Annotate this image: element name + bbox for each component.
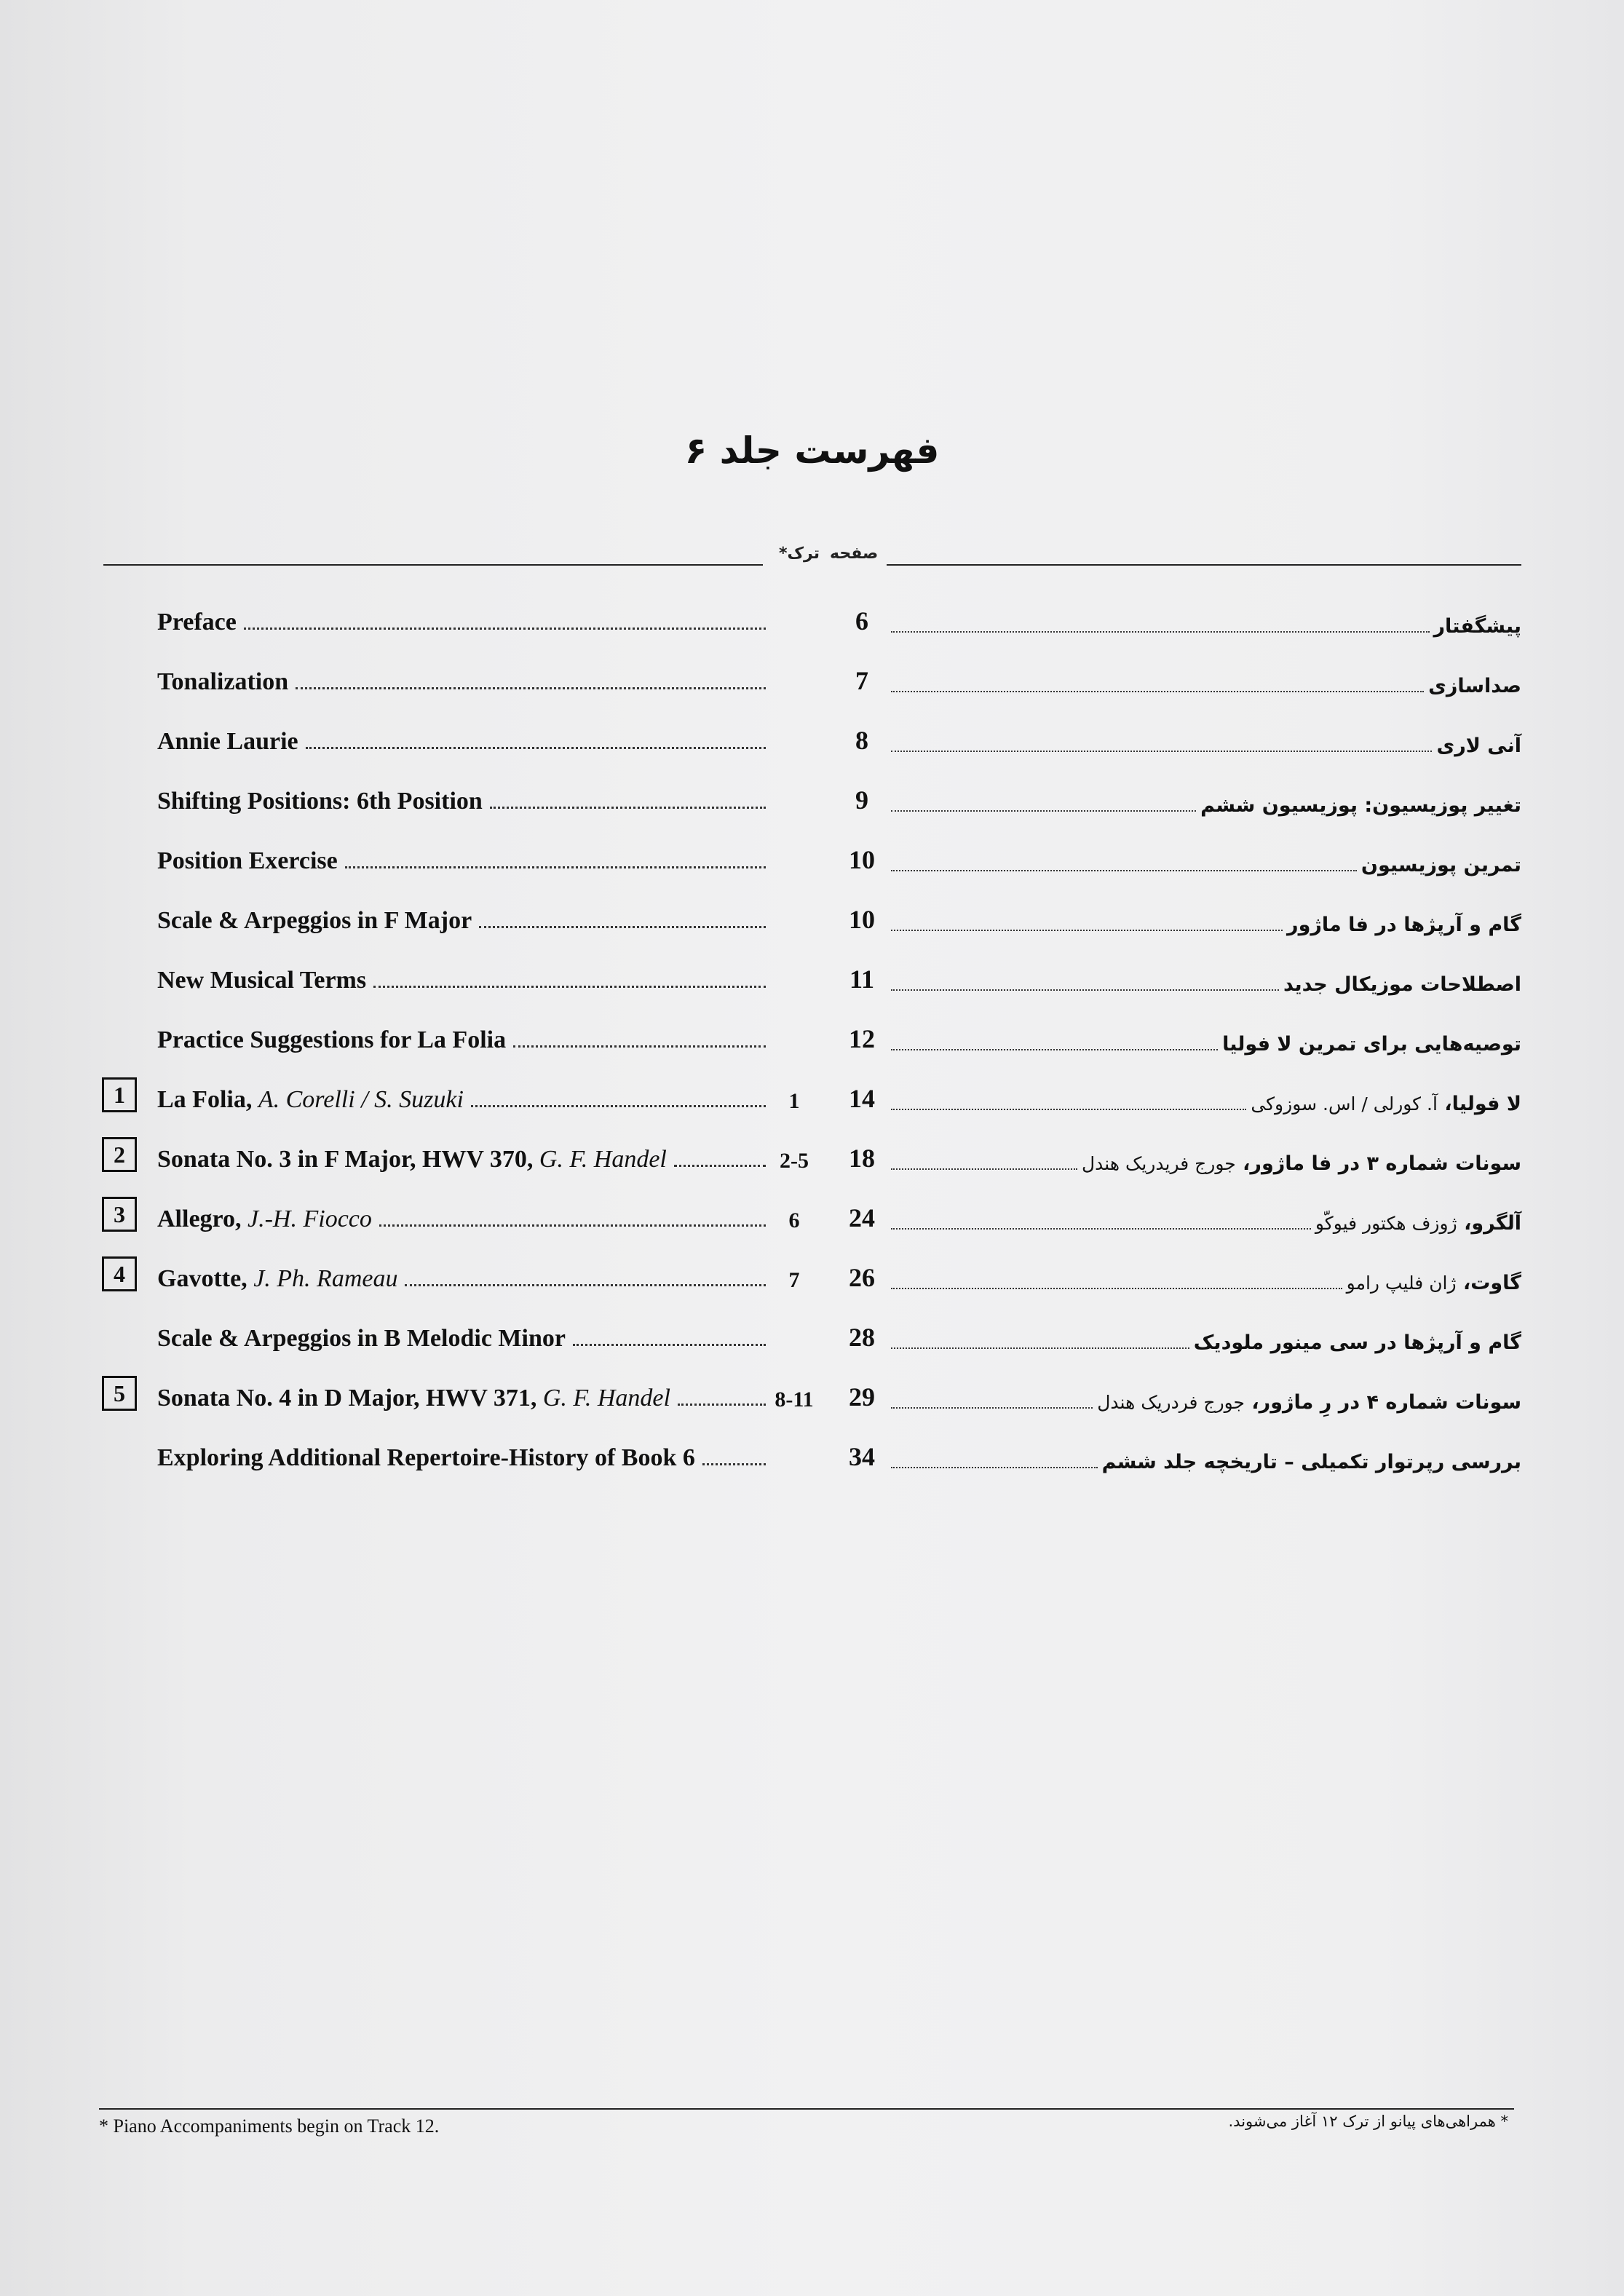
toc-row [0, 957, 1624, 1000]
dot-leader [891, 1168, 1077, 1170]
dot-leader [296, 687, 766, 689]
track-number: 7 [788, 1268, 800, 1292]
persian-title-text: آلگرو، [1464, 1212, 1521, 1235]
persian-title-text: لا فولیا، [1444, 1093, 1521, 1115]
english-title [157, 1086, 766, 1114]
persian-title [891, 1451, 1521, 1473]
english-title [157, 1385, 766, 1412]
persian-title-text: سونات شماره ۴ در رِ ماژور، [1251, 1391, 1521, 1414]
persian-title-text: تمرین پوزیسیون [1360, 854, 1521, 876]
track-box-number: 4 [102, 1256, 137, 1291]
persian-title-text: بررسی رپرتوار تکمیلی – تاریخچه جلد ششم [1101, 1451, 1521, 1473]
persian-composer: جورج فردریک هندل [1097, 1392, 1245, 1413]
dot-leader [471, 1105, 766, 1107]
page-number: 9 [855, 785, 868, 815]
persian-title-text: آنی لاری [1436, 735, 1521, 757]
header-rule-right [887, 564, 1521, 566]
toc-row [0, 1255, 1624, 1299]
toc-row [0, 1195, 1624, 1239]
dot-leader [702, 1463, 766, 1465]
dot-leader [573, 1344, 766, 1346]
dot-leader [244, 628, 766, 630]
track-box-number: 2 [102, 1137, 137, 1172]
dot-leader [891, 1288, 1342, 1289]
persian-composer: ژوزف هکتور فیوکّو [1315, 1213, 1457, 1234]
dot-leader [891, 1407, 1093, 1409]
page-number: 18 [849, 1144, 875, 1173]
persian-title [891, 1033, 1521, 1056]
dot-leader [891, 930, 1283, 931]
toc-row [0, 1374, 1624, 1418]
footnote-persian: * همراهی‌های پیانو از ترک ۱۲ آغاز می‌شوند. [1228, 2113, 1508, 2130]
persian-title-text: گام و آرپژها در فا ماژور [1287, 914, 1521, 936]
english-title [157, 1444, 766, 1472]
track-column-label: ترک* [779, 545, 820, 563]
dot-leader [891, 631, 1430, 633]
english-title-text: Preface [157, 609, 237, 636]
english-title-text: Scale & Arpeggios in B Melodic Minor [157, 1325, 566, 1352]
dot-leader [891, 1347, 1189, 1349]
english-title [157, 668, 766, 696]
english-title [157, 728, 766, 756]
footnote-english: * Piano Accompaniments begin on Track 12. [99, 2115, 440, 2137]
page-number: 28 [849, 1323, 875, 1352]
english-title-text: Sonata No. 3 in F Major, HWV 370, [157, 1146, 534, 1173]
persian-title-text: توصیه‌هایی برای تمرین لا فولیا [1222, 1033, 1521, 1056]
header-rule-left [103, 564, 763, 566]
page-number: 11 [849, 965, 874, 994]
english-title [157, 907, 766, 935]
persian-title [891, 1391, 1521, 1414]
english-composer: G. F. Handel [539, 1146, 667, 1173]
persian-composer: آ. کورلی / اس. سوزوکی [1251, 1093, 1438, 1115]
track-box-number: 3 [102, 1197, 137, 1232]
track-box-number: 5 [102, 1376, 137, 1411]
english-title-text: Practice Suggestions for La Folia [157, 1026, 507, 1053]
english-title-text: Sonata No. 4 in D Major, HWV 371, [157, 1385, 537, 1412]
dot-leader [891, 870, 1357, 871]
english-title-text: Tonalization [157, 668, 289, 695]
persian-title-text: صداسازی [1428, 675, 1521, 697]
english-composer: J. Ph. Rameau [253, 1265, 398, 1292]
dot-leader [891, 989, 1279, 991]
persian-composer: جورج فریدریک هندل [1082, 1153, 1236, 1174]
english-title-text: Annie Laurie [157, 728, 298, 755]
persian-title [891, 914, 1521, 936]
toc-row [0, 1016, 1624, 1060]
toc-row [0, 1076, 1624, 1120]
persian-title [891, 1331, 1521, 1354]
dot-leader [891, 1109, 1246, 1110]
english-composer: J.-H. Fiocco [247, 1206, 372, 1232]
page-number: 34 [849, 1442, 875, 1471]
persian-title [891, 854, 1521, 876]
persian-title [891, 1152, 1521, 1175]
page-number: 24 [849, 1203, 875, 1232]
toc-row [0, 598, 1624, 642]
persian-title-text: سونات شماره ۳ در فا ماژور، [1243, 1152, 1521, 1175]
english-title [157, 788, 766, 815]
english-title [157, 1325, 766, 1353]
english-title [157, 967, 766, 994]
track-number: 8-11 [775, 1388, 814, 1412]
english-title [157, 1265, 766, 1293]
toc-row [0, 1315, 1624, 1358]
dot-leader [891, 751, 1432, 752]
footnote-rule [99, 2108, 1514, 2110]
page-number: 8 [855, 726, 868, 755]
track-box-number: 1 [102, 1077, 137, 1112]
english-title-text: Position Exercise [157, 847, 338, 874]
dot-leader [306, 747, 766, 749]
page-number: 10 [849, 905, 875, 934]
persian-title-text: گاوت، [1462, 1272, 1521, 1294]
english-title [157, 847, 766, 875]
persian-title-text: اصطلاحات موزیکال جدید [1283, 973, 1521, 996]
track-number: 6 [788, 1208, 800, 1232]
dot-leader [678, 1404, 766, 1406]
page-title: فهرست جلد ۶ [684, 429, 940, 472]
english-composer: G. F. Handel [542, 1385, 670, 1412]
persian-composer: ژان فلیپ رامو [1346, 1272, 1457, 1294]
dot-leader [891, 810, 1196, 812]
persian-title [891, 735, 1521, 757]
toc-row [0, 1136, 1624, 1179]
toc-row [0, 1434, 1624, 1478]
english-title [157, 1146, 766, 1173]
english-title [157, 1026, 766, 1054]
english-title [157, 609, 766, 636]
dot-leader [379, 1224, 766, 1227]
page-number: 6 [855, 606, 868, 636]
track-number: 2-5 [780, 1149, 809, 1173]
english-title-text: La Folia, [157, 1086, 253, 1113]
dot-leader [490, 807, 766, 809]
toc-row [0, 837, 1624, 881]
english-title-text: Exploring Additional Repertoire-History of Book 6 [157, 1444, 695, 1471]
dot-leader [513, 1045, 766, 1048]
persian-title [891, 1212, 1521, 1235]
toc-row [0, 658, 1624, 702]
english-title-text: Allegro, [157, 1206, 242, 1232]
dot-leader [479, 926, 766, 928]
persian-title [891, 1093, 1521, 1115]
dot-leader [373, 986, 766, 988]
persian-title [891, 973, 1521, 996]
english-title-text: New Musical Terms [157, 967, 367, 994]
dot-leader [891, 691, 1424, 692]
page-column-label: صفحه [830, 545, 879, 563]
dot-leader [891, 1467, 1098, 1468]
english-title-text: Scale & Arpeggios in F Major [157, 907, 472, 934]
dot-leader [674, 1165, 766, 1167]
persian-title-text: گام و آرپژها در سی مینور ملودیک [1193, 1331, 1521, 1354]
page-number: 26 [849, 1263, 875, 1292]
toc-row [0, 897, 1624, 941]
persian-title-text: پیشگفتار [1433, 615, 1521, 638]
toc-row [0, 777, 1624, 821]
dot-leader [405, 1284, 766, 1286]
page-number: 7 [855, 666, 868, 695]
persian-title [891, 615, 1521, 638]
dot-leader [345, 866, 766, 868]
toc-row [0, 718, 1624, 761]
english-composer: A. Corelli / S. Suzuki [258, 1086, 464, 1113]
dot-leader [891, 1228, 1311, 1230]
track-number: 1 [788, 1089, 800, 1113]
english-title-text: Gavotte, [157, 1265, 247, 1292]
page-number: 12 [849, 1024, 875, 1053]
page-number: 10 [849, 845, 875, 874]
persian-title [891, 794, 1521, 817]
persian-title-text: تغییر پوزیسیون: پوزیسیون ششم [1200, 794, 1521, 817]
page-number: 14 [849, 1084, 875, 1113]
page-number: 29 [849, 1382, 875, 1412]
persian-title [891, 675, 1521, 697]
english-title-text: Shifting Positions: 6th Position [157, 788, 483, 815]
english-title [157, 1206, 766, 1233]
persian-title [891, 1272, 1521, 1294]
dot-leader [891, 1049, 1218, 1050]
